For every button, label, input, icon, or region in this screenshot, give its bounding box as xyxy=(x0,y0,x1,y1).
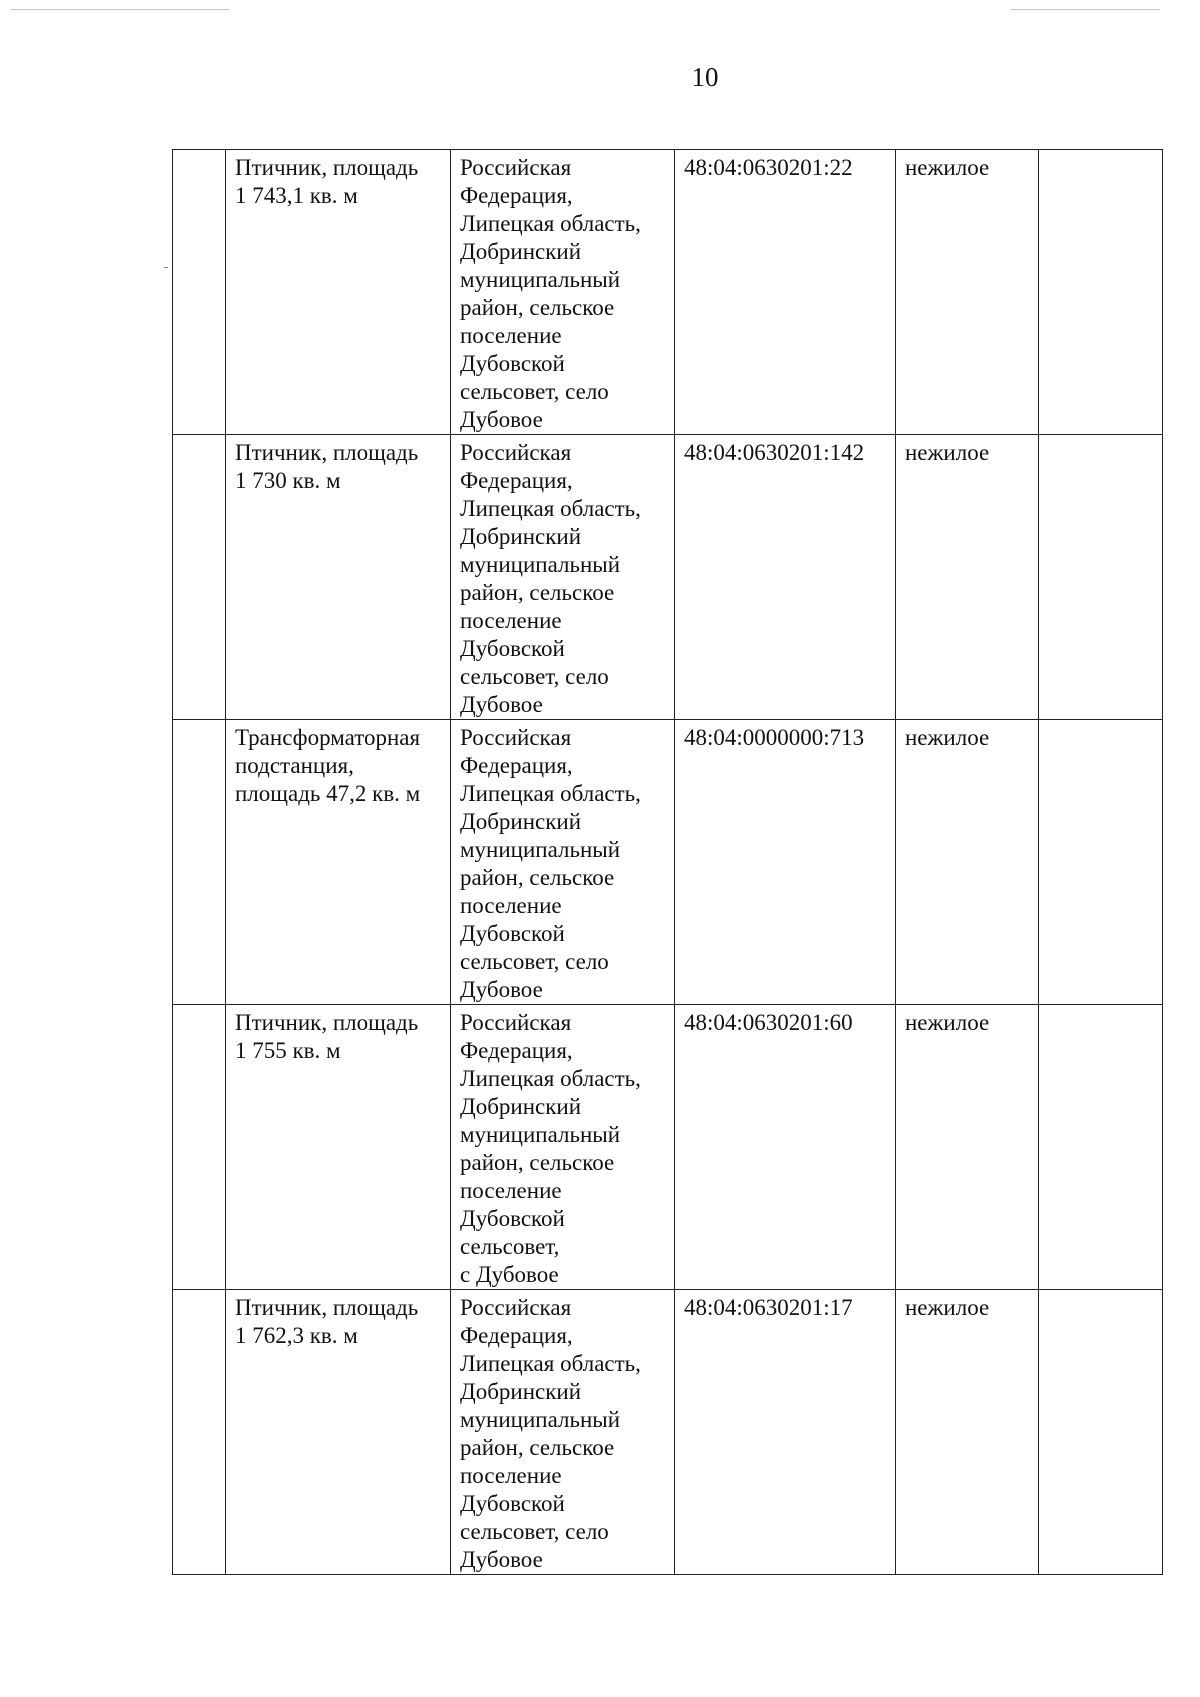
note-cell xyxy=(1039,435,1163,720)
purpose-cell xyxy=(896,1290,1039,1575)
cadastral-number: 48:04:0630201:142 xyxy=(684,440,865,465)
table-row xyxy=(173,1290,1163,1575)
purpose-cell xyxy=(896,720,1039,1005)
object-name-cell xyxy=(226,150,451,435)
scan-edge-mark-left xyxy=(10,9,230,10)
object-name: Птичник, площадь 1 755 кв. м xyxy=(235,1010,419,1063)
object-name-cell xyxy=(226,435,451,720)
row-index-cell xyxy=(173,720,226,1005)
object-address: Российская Федерация, Липецкая область, Добринский муниципальный район, сельское поселение Дубовской сельсовет, село Дубовое xyxy=(460,1295,641,1572)
object-name: Птичник, площадь 1 762,3 кв. м xyxy=(235,1295,419,1348)
row-index-cell xyxy=(173,150,226,435)
cadastral-number-cell xyxy=(675,1290,896,1575)
cadastral-number-cell xyxy=(675,150,896,435)
object-address: Российская Федерация, Липецкая область, Добринский муниципальный район, сельское поселение Дубовской сельсовет, село Дубовое xyxy=(460,725,641,1002)
object-name-cell xyxy=(226,720,451,1005)
object-address: Российская Федерация, Липецкая область, Добринский муниципальный район, сельское поселение Дубовской сельсовет, село Дубовое xyxy=(460,155,641,432)
purpose-cell xyxy=(896,150,1039,435)
note-cell xyxy=(1039,1005,1163,1290)
note-cell xyxy=(1039,150,1163,435)
margin-mark xyxy=(164,267,168,268)
scan-edge-mark-right xyxy=(1010,9,1160,10)
address-cell xyxy=(451,720,675,1005)
object-purpose: нежилое xyxy=(905,725,990,750)
address-cell xyxy=(451,150,675,435)
cadastral-number: 48:04:0630201:17 xyxy=(684,1295,853,1320)
cadastral-number: 48:04:0000000:713 xyxy=(684,725,865,750)
object-address: Российская Федерация, Липецкая область, Добринский муниципальный район, сельское поселение Дубовской сельсовет, село Дубовое xyxy=(460,440,641,717)
object-purpose: нежилое xyxy=(905,1295,990,1320)
table-row xyxy=(173,720,1163,1005)
row-index-cell xyxy=(173,1290,226,1575)
address-cell xyxy=(451,435,675,720)
purpose-cell xyxy=(896,435,1039,720)
address-cell xyxy=(451,1005,675,1290)
object-purpose: нежилое xyxy=(905,1010,990,1035)
row-index-cell xyxy=(173,1005,226,1290)
table-row xyxy=(173,435,1163,720)
purpose-cell xyxy=(896,1005,1039,1290)
cadastral-number: 48:04:0630201:60 xyxy=(684,1010,853,1035)
object-address: Российская Федерация, Липецкая область, Добринский муниципальный район, сельское поселение Дубовской сельсовет, с Дубовое xyxy=(460,1010,641,1287)
cadastral-number-cell xyxy=(675,1005,896,1290)
object-purpose: нежилое xyxy=(905,155,990,180)
cadastral-number: 48:04:0630201:22 xyxy=(684,155,853,180)
note-cell xyxy=(1039,1290,1163,1575)
note-cell xyxy=(1039,720,1163,1005)
object-name-cell xyxy=(226,1005,451,1290)
cadastral-number-cell xyxy=(675,720,896,1005)
cadastral-number-cell xyxy=(675,435,896,720)
object-name: Птичник, площадь 1 743,1 кв. м xyxy=(235,155,419,208)
object-name-cell xyxy=(226,1290,451,1575)
page-number: 10 xyxy=(691,62,719,92)
object-purpose: нежилое xyxy=(905,440,990,465)
property-table xyxy=(172,149,1163,1575)
object-name: Птичник, площадь 1 730 кв. м xyxy=(235,440,419,493)
object-name: Трансформаторная подстанция, площадь 47,2 кв. м xyxy=(235,725,421,806)
table-row xyxy=(173,150,1163,435)
table-row xyxy=(173,1005,1163,1290)
row-index-cell xyxy=(173,435,226,720)
address-cell xyxy=(451,1290,675,1575)
